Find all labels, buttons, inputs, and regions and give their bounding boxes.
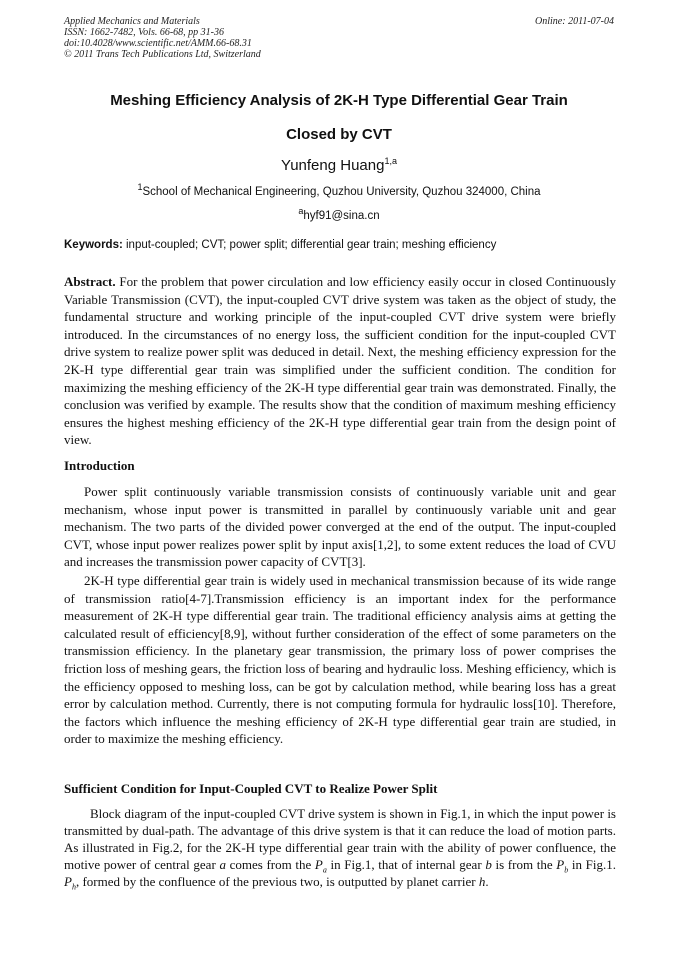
email-sup: a <box>298 206 304 217</box>
section2-text-5: in Fig.1. <box>568 857 616 872</box>
symbol-pb <box>556 857 569 875</box>
issn: ISSN: 1662-7482, Vols. 66-68, pp 31-36 <box>64 27 224 38</box>
section2-text-1: Block diagram of the input-coupled CVT drive system is shown in Fig.1, in which the input power is transmitted by dual-path. The advantage of this drive system is that it can reduce the load of motion parts. As illustrated in Fig.2, for the 2K-H type differential gear train with the ability of power confluence, the motive power of central gear <box>64 806 616 872</box>
keywords-label: Keywords: <box>64 239 123 251</box>
affiliation <box>64 182 614 198</box>
journal-name: Applied Mechanics and Materials <box>64 16 200 27</box>
email-text: hyf91@sina.cn <box>303 210 380 222</box>
paper-title-line1: Meshing Efficiency Analysis of 2K-H Type Differential Gear Train <box>110 92 568 109</box>
introduction-paragraph-2: 2K-H type differential gear train is widely used in mechanical transmission because of its wide range of transmission ratio[4-7].Transmission efficiency is an important index for the performance measurement of 2K-H type differential gear train. The traditional efficiency analysis aims at getting the calculated result of efficiency[8,9], without further consideration of the effect of some parameters on the transmission efficiency. In the planetary gear transmission, the primary loss of power comprises the friction loss of meshing gears, the friction loss of bearing and hydraulic loss. Meshing efficiency, which is the efficiency opposed to meshing loss, can be got by calculation method, while bearing loss has a great error by calculation method. Currently, there is not computing formula for hydraulic loss[10]. Therefore, the factors which influence the meshing efficiency of 2K-H type differential gear train are studied, in order to maximize the meshing efficiency. <box>64 573 616 747</box>
abstract <box>64 273 616 449</box>
introduction-paragraph-1: Power split continuously variable transmission consists of continuously variable unit and gear mechanism, whose input power is transmitted in parallel by continuously variable unit and gear mechanism. The two parts of the divided power converged at the end of the output. The input-coupled CVT, whose input power realizes power split by input axis[1,2], to some extent reduces the load of CVU and increases the transmission power capacity of CVT[3]. <box>64 484 616 570</box>
author <box>64 157 614 174</box>
author-sup: 1,a <box>384 156 397 166</box>
symbol-ph-base: P <box>64 874 72 889</box>
section2-heading: Sufficient Condition for Input-Coupled CVT to Realize Power Split <box>64 781 438 796</box>
var-b: b <box>485 857 492 872</box>
symbol-pb-sub: b <box>564 865 569 875</box>
var-a: a <box>219 857 226 872</box>
symbol-pa <box>314 857 327 875</box>
email <box>64 206 614 222</box>
journal-header <box>64 16 261 60</box>
symbol-pa-sub: a <box>322 865 327 875</box>
doi: doi:10.4028/www.scientific.net/AMM.66-68.31 <box>64 38 252 49</box>
affiliation-text: School of Mechanical Engineering, Quzhou University, Quzhou 324000, China <box>142 186 541 198</box>
affiliation-sup: 1 <box>137 182 143 193</box>
abstract-text: For the problem that power circulation and low efficiency easily occur in closed Continuously Variable Transmission (CVT), the input-coupled CVT drive system was taken as the object of study, the fundamental structure and working principle of the input-coupled CVT drive system were briefly introduced. In the circumstances of no energy loss, the sufficient condition for the input-coupled CVT drive system to realize power split was deduced in detail. Next, the meshing efficiency expression for the 2K-H type differential gear train was simplified under the sufficient condition. The condition for maximizing the meshing efficiency of the 2K-H type differential gear train was demonstrated. Finally, the conclusion was verified by example. The results show that the condition of maximum meshing efficiency ensures the highest meshing efficiency of the 2K-H type differential gear train from the design point of view. <box>64 274 616 448</box>
introduction-heading: Introduction <box>64 458 135 473</box>
symbol-ph <box>64 874 76 892</box>
paper-title-line2: Closed by CVT <box>286 126 392 143</box>
section2-text-6: , formed by the confluence of the previous two, is outputted by planet carrier <box>75 874 479 889</box>
symbol-pa-base: P <box>314 857 323 872</box>
section2-text-7: . <box>485 874 489 889</box>
online-date: Online: 2011-07-04 <box>535 16 614 27</box>
keywords-text: input-coupled; CVT; power split; differential gear train; meshing efficiency <box>122 239 497 251</box>
copyright: © 2011 Trans Tech Publications Ltd, Switzerland <box>64 49 261 60</box>
section2-text-4: is from the <box>491 857 557 872</box>
section2-text-3: in Fig.1, that of internal gear <box>326 857 486 872</box>
section2-text-2: comes from the <box>225 857 315 872</box>
symbol-ph-sub: h <box>71 882 76 892</box>
section2-paragraph <box>64 805 616 890</box>
var-h: h <box>478 874 486 889</box>
keywords <box>64 239 619 251</box>
abstract-label: Abstract. <box>64 274 116 289</box>
symbol-pb-base: P <box>556 857 565 872</box>
author-name: Yunfeng Huang <box>281 157 385 174</box>
